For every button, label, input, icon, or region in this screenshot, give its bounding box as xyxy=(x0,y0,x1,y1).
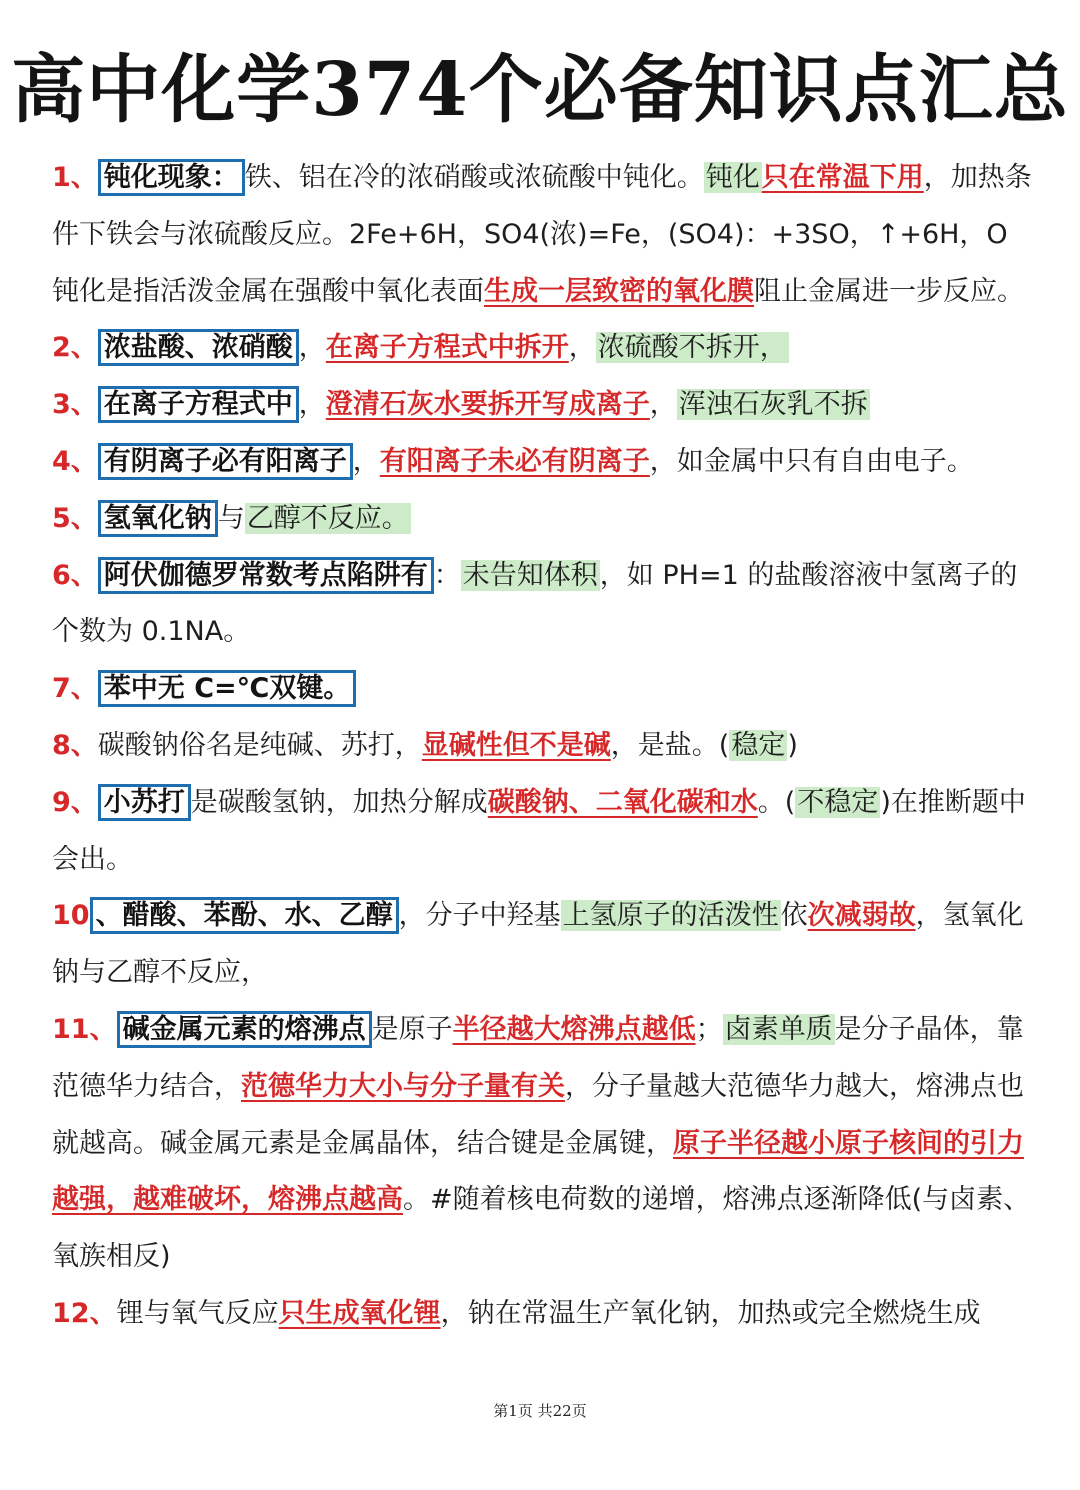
red-underline: 范德华力大小与分子量有关 xyxy=(241,1070,565,1102)
list-item xyxy=(52,661,1036,718)
green-highlight: 稳定 xyxy=(731,729,786,761)
boxed-keyword: 有阴离子必有阳离子 xyxy=(98,443,353,480)
item-number: 6、 xyxy=(52,559,98,591)
red-underline: 只生成氧化锂 xyxy=(278,1297,441,1329)
list-item: 5、 氢氧化钠 与乙醇不反应。 xyxy=(52,491,1036,548)
green-highlight: 钝化 xyxy=(705,162,760,193)
boxed-keyword: 在离子方程式中 xyxy=(98,386,299,423)
red-underline: 原子半径越小原子核间的引力越强，越难破坏，熔沸点越高 xyxy=(52,1127,1024,1216)
boxed-keyword: 、醋酸、苯酚、水、乙醇 xyxy=(90,897,399,934)
red-underline: 半径越大熔沸点越低 xyxy=(452,1013,696,1045)
red-underline: 次减弱故 xyxy=(807,900,916,932)
item-number: 8、 xyxy=(52,729,98,761)
green-highlight: 未告知体积 xyxy=(462,559,598,591)
green-highlight: 上氢原子的活泼性 xyxy=(562,900,779,932)
boxed-keyword: 碱金属元素的熔沸点 xyxy=(117,1011,372,1048)
item-number: 1、 xyxy=(52,162,98,193)
boxed-keyword: 钝化现象： xyxy=(98,159,245,196)
boxed-keyword: 氢氧化钠 xyxy=(98,500,218,537)
knowledge-list xyxy=(52,150,1036,1343)
boxed-keyword: 小苏打 xyxy=(98,784,191,821)
green-highlight: 卤素单质 xyxy=(724,1013,833,1045)
list-item: 2、 浓盐酸、浓硝酸 ，在离子方程式中拆开，浓硫酸不拆开， xyxy=(52,320,1036,377)
red-underline: 在离子方程式中拆开 xyxy=(325,332,569,364)
list-item: 8、碳酸钠俗名是纯碱、苏打，显碱性但不是碱，是盐。(稳定) xyxy=(52,729,798,761)
green-highlight: 浓硫酸不拆开， xyxy=(597,332,787,364)
list-item: 3、 在离子方程式中 ，澄清石灰水要拆开写成离子，浑浊石灰乳不拆 xyxy=(52,377,1036,434)
item-number: 5、 xyxy=(52,502,98,534)
list-item: 9、 小苏打 是碳酸氢钠，加热分解成碳酸钠、二氧化碳和水。(不稳定)在推断题中会出。 xyxy=(52,775,1036,889)
green-highlight: 浑浊石灰乳不拆 xyxy=(678,389,868,421)
boxed-keyword: 苯中无 C=℃双键。 xyxy=(98,670,357,707)
list-item: 6、 阿伏伽德罗常数考点陷阱有 ：未告知体积，如 PH=1 的盐酸溶液中氢离子的个数为 0.1NA。 xyxy=(52,548,1036,662)
item-number: 2、 xyxy=(52,332,98,364)
item-number: 12、 xyxy=(52,1297,117,1329)
red-underline: 有阳离子未必有阴离子 xyxy=(379,445,650,477)
list-item: 11、 碱金属元素的熔沸点 是原子半径越大熔沸点越低；卤素单质是分子晶体，靠范德华力结合，范德华力大小与分子量有关，分子量越大范德华力越大，熔沸点也就越高。碱金属元素是金属晶体，结合键是金属键，原子半径越小原子核间的引力越强，越难破坏，熔沸点越高。#随着核电荷数的递增，熔沸点逐渐降低(与卤素、氧族相反) xyxy=(52,1002,1036,1286)
page-title: 高中化学374个必备知识点汇总 xyxy=(11,47,1069,133)
item-number: 7、 xyxy=(52,673,98,705)
item-number: 11、 xyxy=(52,1013,117,1045)
green-highlight: 乙醇不反应。 xyxy=(246,502,409,534)
list-item: 12、锂与氧气反应只生成氧化锂，钠在常温生产氧化钠，加热或完全燃烧生成 xyxy=(52,1297,981,1329)
item-number: 3、 xyxy=(52,389,98,421)
green-highlight: 不稳定 xyxy=(797,786,879,818)
list-item: 10 、醋酸、苯酚、水、乙醇 ，分子中羟基上氢原子的活泼性依次减弱故，氢氧化钠与乙醇不反应， xyxy=(52,888,1036,1002)
red-underline: 只在常温下用 xyxy=(761,162,924,193)
boxed-keyword: 阿伏伽德罗常数考点陷阱有 xyxy=(98,557,434,594)
item-number: 4、 xyxy=(52,445,98,477)
red-underline: 生成一层致密的氧化膜 xyxy=(484,275,754,307)
red-underline: 澄清石灰水要拆开写成离子 xyxy=(325,389,650,421)
red-underline: 显碱性但不是碱 xyxy=(421,729,611,761)
list-item: 4、 有阴离子必有阳离子 ，有阳离子未必有阴离子，如金属中只有自由电子。 xyxy=(52,434,1036,491)
list-item: 1、 钝化现象： 铁、铝在冷的浓硝酸或浓硫酸中钝化。钝化只在常温下用，加热条件下铁会与浓硫酸反应。2Fe+6H，SO4(浓)=Fe，(SO4)：+3SO，↑+6H，O 钝化是指活泼金属在强酸中氧化表面生成一层致密的氧化膜阻止金属进一步反应。 xyxy=(52,150,1036,320)
item-number: 9、 xyxy=(52,786,98,818)
item-number: 10 xyxy=(52,900,90,932)
red-underline: 碳酸钠、二氧化碳和水 xyxy=(487,786,758,818)
boxed-keyword: 浓盐酸、浓硝酸 xyxy=(98,329,299,366)
page-footer: 第1页 共22页 xyxy=(493,1402,587,1420)
